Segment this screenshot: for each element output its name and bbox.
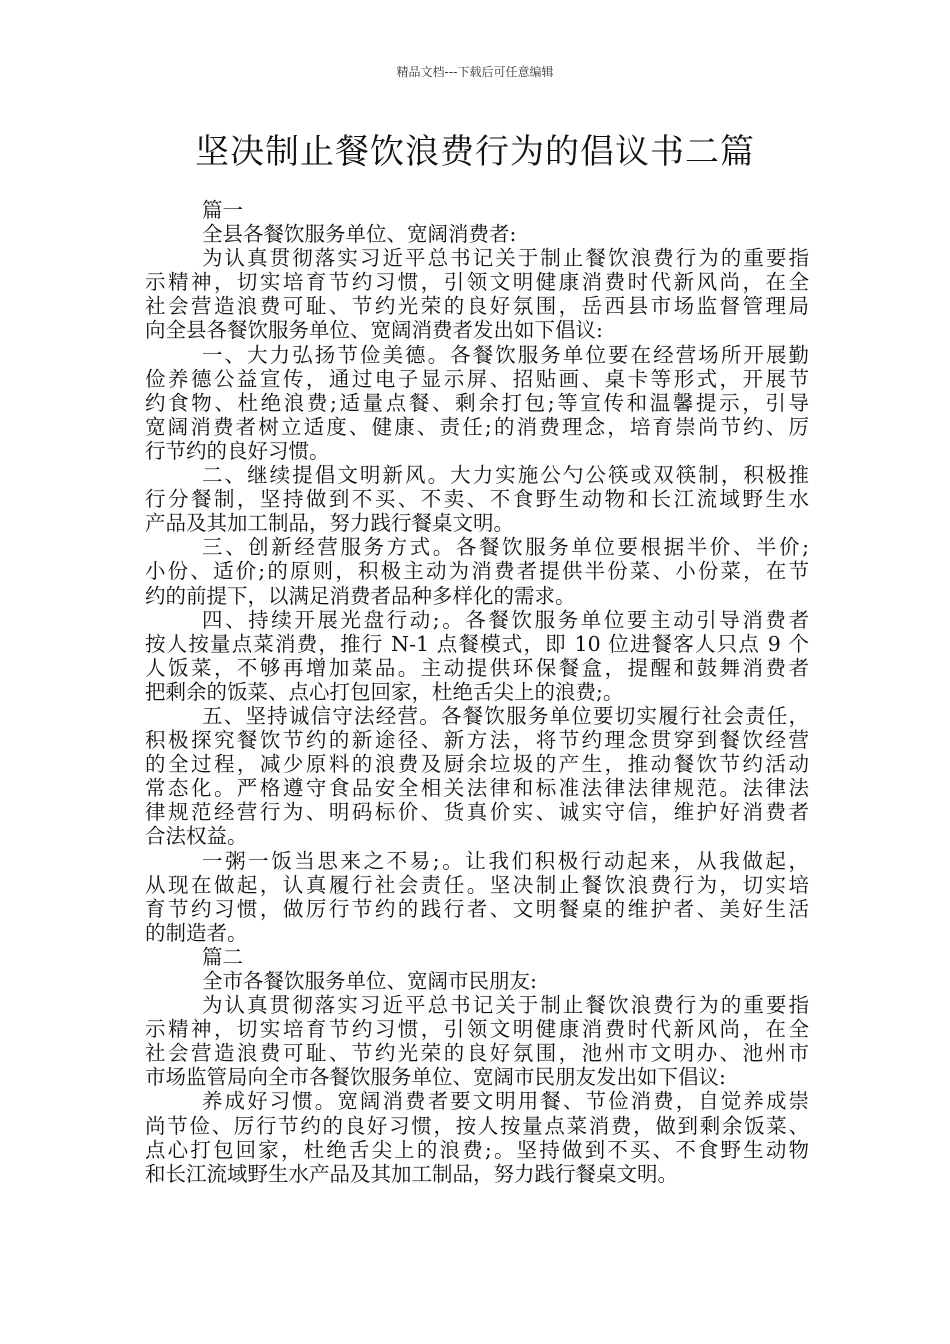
body-line: 为认真贯彻落实习近平总书记关于制止餐饮浪费行为的重要指 [202,993,809,1018]
body-line: 和长江流域野生水产品及其加工制品，努力践行餐桌文明。 [145,1161,678,1186]
body-line: 二、继续提倡文明新风。大力实施公勺公筷或双筷制，积极推 [202,463,809,488]
body-line: 小份、适价;的原则，积极主动为消费者提供半份菜、小份菜，在节 [145,559,809,584]
body-line: 社会营造浪费可耻、节约光荣的良好氛围，岳西县市场监督管理局 [145,294,809,319]
body-line: 示精神，切实培育节约习惯，引领文明健康消费时代新风尚，在全 [145,270,809,295]
body-line: 行分餐制，坚持做到不买、不卖、不食野生动物和长江流域野生水 [145,487,809,512]
body-line: 的制造者。 [145,920,248,945]
body-line: 篇二 [202,944,243,969]
body-line: 约的前提下，以满足消费者品种多样化的需求。 [145,583,576,608]
body-line: 按人按量点菜消费，推行 N-1 点餐模式，即 10 位进餐客人只点 9 个 [145,631,809,656]
body-line: 人饭菜，不够再增加菜品。主动提供环保餐盒，提醒和鼓舞消费者 [145,655,809,680]
body-line: 篇一 [202,198,243,222]
body-line: 常态化。严格遵守食品安全相关法律和标准法律法律规范。法律法 [145,776,809,801]
body-line: 宽阔消费者树立适度、健康、责任;的消费理念，培育崇尚节约、厉 [145,414,809,439]
body-line: 全县各餐饮服务单位、宽阔消费者: [202,222,517,247]
body-line: 产品及其加工制品，努力践行餐桌文明。 [145,511,514,536]
body-line: 养成好习惯。宽阔消费者要文明用餐、节俭消费，自觉养成崇 [202,1089,809,1114]
body-line: 积极探究餐饮节约的新途径、新方法，将节约理念贯穿到餐饮经营 [145,728,809,753]
body-line: 尚节俭、厉行节约的良好习惯，按人按量点菜消费，做到剩余饭菜、 [145,1113,809,1138]
body-line: 四、持续开展光盘行动;。各餐饮服务单位要主动引导消费者 [202,607,809,632]
body-line: 的全过程，减少原料的浪费及厨余垃圾的产生，推动餐饮节约活动 [145,752,809,777]
body-line: 五、坚持诚信守法经营。各餐饮服务单位要切实履行社会责任， [202,703,809,728]
body-line: 向全县各餐饮服务单位、宽阔消费者发出如下倡议: [145,318,603,343]
header-note: 精品文档---下载后可任意编辑 [396,65,554,79]
body-line: 律规范经营行为、明码标价、货真价实、诚实守信，维护好消费者 [145,800,809,825]
body-line: 行节约的良好习惯。 [145,438,330,463]
body-line: 三、创新经营服务方式。各餐饮服务单位要根据半价、半价; [202,535,809,560]
body-line: 合法权益。 [145,824,248,849]
body-line: 约食物、杜绝浪费;适量点餐、剩余打包;等宣传和温馨提示，引导 [145,390,809,415]
body-line: 一、大力弘扬节俭美德。各餐饮服务单位要在经营场所开展勤 [202,342,809,367]
body-line: 俭养德公益宣传，通过电子显示屏、招贴画、桌卡等形式，开展节 [145,366,809,391]
document-body [145,198,809,1186]
document-title: 坚决制止餐饮浪费行为的倡议书二篇 [195,132,755,172]
body-line: 点心打包回家，杜绝舌尖上的浪费;。坚持做到不买、不食野生动物 [145,1137,809,1162]
body-line: 一粥一饭当思来之不易;。让我们积极行动起来，从我做起， [202,848,809,873]
body-line: 全市各餐饮服务单位、宽阔市民朋友: [202,969,537,993]
body-line: 育节约习惯，做厉行节约的践行者、文明餐桌的维护者、美好生活 [145,896,809,921]
body-line: 从现在做起，认真履行社会责任。坚决制止餐饮浪费行为，切实培 [145,872,809,897]
body-line: 市场监管局向全市各餐饮服务单位、宽阔市民朋友发出如下倡议: [145,1065,726,1090]
body-line: 示精神，切实培育节约习惯，引领文明健康消费时代新风尚，在全 [145,1017,809,1042]
body-line: 为认真贯彻落实习近平总书记关于制止餐饮浪费行为的重要指 [202,246,809,271]
body-line: 把剩余的饭菜、点心打包回家，杜绝舌尖上的浪费;。 [145,679,624,704]
body-line: 社会营造浪费可耻、节约光荣的良好氛围，池州市文明办、池州市 [145,1041,809,1066]
